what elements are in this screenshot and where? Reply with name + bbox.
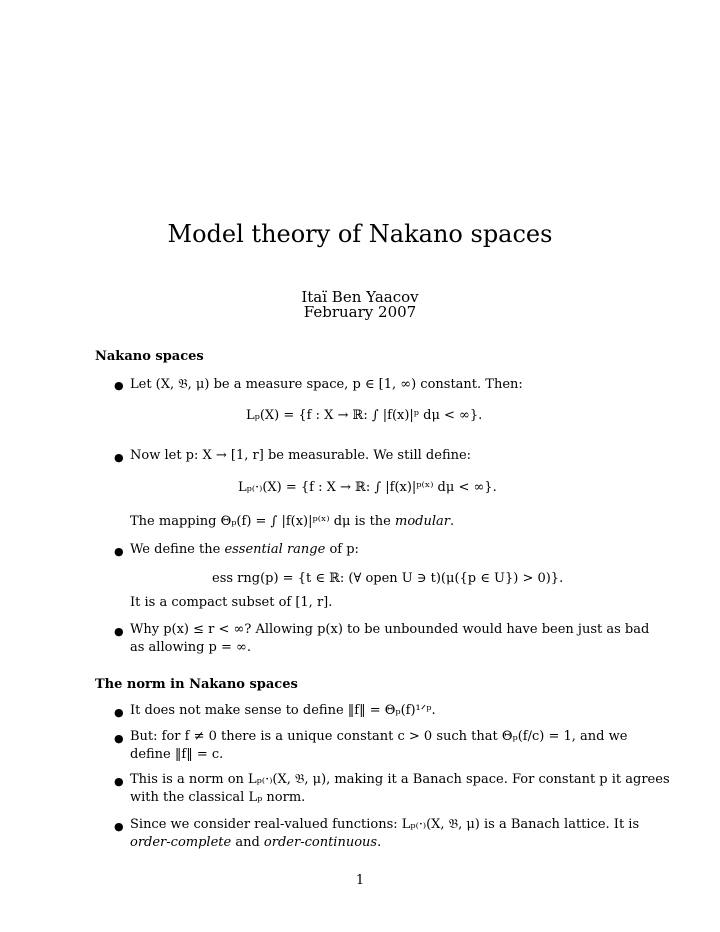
- equation: Lₚ(X) = {f : X → ℝ: ∫ |f(x)|ᵖ dμ < ∞}.: [246, 408, 483, 423]
- section-heading-norm: The norm in Nakano spaces: [95, 677, 298, 692]
- list-item: Now let p: X → [1, r] be measurable. We still define:: [130, 448, 472, 463]
- author-name: Itaï Ben Yaacov: [301, 288, 419, 306]
- bullet-icon: ●: [114, 545, 124, 558]
- bullet-icon: ●: [114, 379, 124, 392]
- list-item-continuation: with the classical Lₚ norm.: [130, 790, 306, 805]
- section-heading-nakano-spaces: Nakano spaces: [95, 349, 204, 364]
- list-item-continuation: define ‖f‖ = c.: [130, 747, 224, 762]
- list-item: Since we consider real-valued functions: Lₚ₍·₎(X, 𝔅, μ) is a Banach lattice. It is: [130, 817, 640, 832]
- list-item-continuation: as allowing p = ∞.: [130, 640, 251, 655]
- bullet-icon: ●: [114, 732, 124, 745]
- paper-title: Model theory of Nakano spaces: [167, 220, 553, 248]
- list-item-continuation: order-complete and order-continuous.: [130, 835, 382, 850]
- bullet-icon: ●: [114, 775, 124, 788]
- page-number: 1: [355, 873, 365, 888]
- list-item-note: It is a compact subset of [1, r].: [130, 595, 333, 610]
- list-item-note: The mapping Θₚ(f) = ∫ |f(x)|ᵖ⁽ˣ⁾ dμ is the modular.: [130, 514, 455, 529]
- bullet-icon: ●: [114, 451, 124, 464]
- list-item: It does not make sense to define ‖f‖ = Θₚ(f)¹ᐟᵖ.: [130, 703, 436, 718]
- list-item: This is a norm on Lₚ₍·₎(X, 𝔅, μ), making it a Banach space. For constant p it agrees: [130, 772, 670, 787]
- list-item: We define the essential range of p:: [130, 542, 359, 557]
- list-item: Let (X, 𝔅, μ) be a measure space, p ∈ [1, ∞) constant. Then:: [130, 377, 523, 392]
- bullet-icon: ●: [114, 820, 124, 833]
- bullet-icon: ●: [114, 625, 124, 638]
- list-item: But: for f ≠ 0 there is a unique constant c > 0 such that Θₚ(f/c) = 1, and we: [130, 729, 628, 744]
- bullet-icon: ●: [114, 706, 124, 719]
- list-item: Why p(x) ≤ r < ∞? Allowing p(x) to be unbounded would have been just as bad: [130, 622, 650, 637]
- equation: Lₚ₍·₎(X) = {f : X → ℝ: ∫ |f(x)|ᵖ⁽ˣ⁾ dμ < ∞}.: [238, 480, 497, 495]
- equation: ess rng(p) = {t ∈ ℝ: (∀ open U ∋ t)(μ({p ∈ U}) > 0)}.: [212, 571, 564, 586]
- date: February 2007: [303, 303, 417, 321]
